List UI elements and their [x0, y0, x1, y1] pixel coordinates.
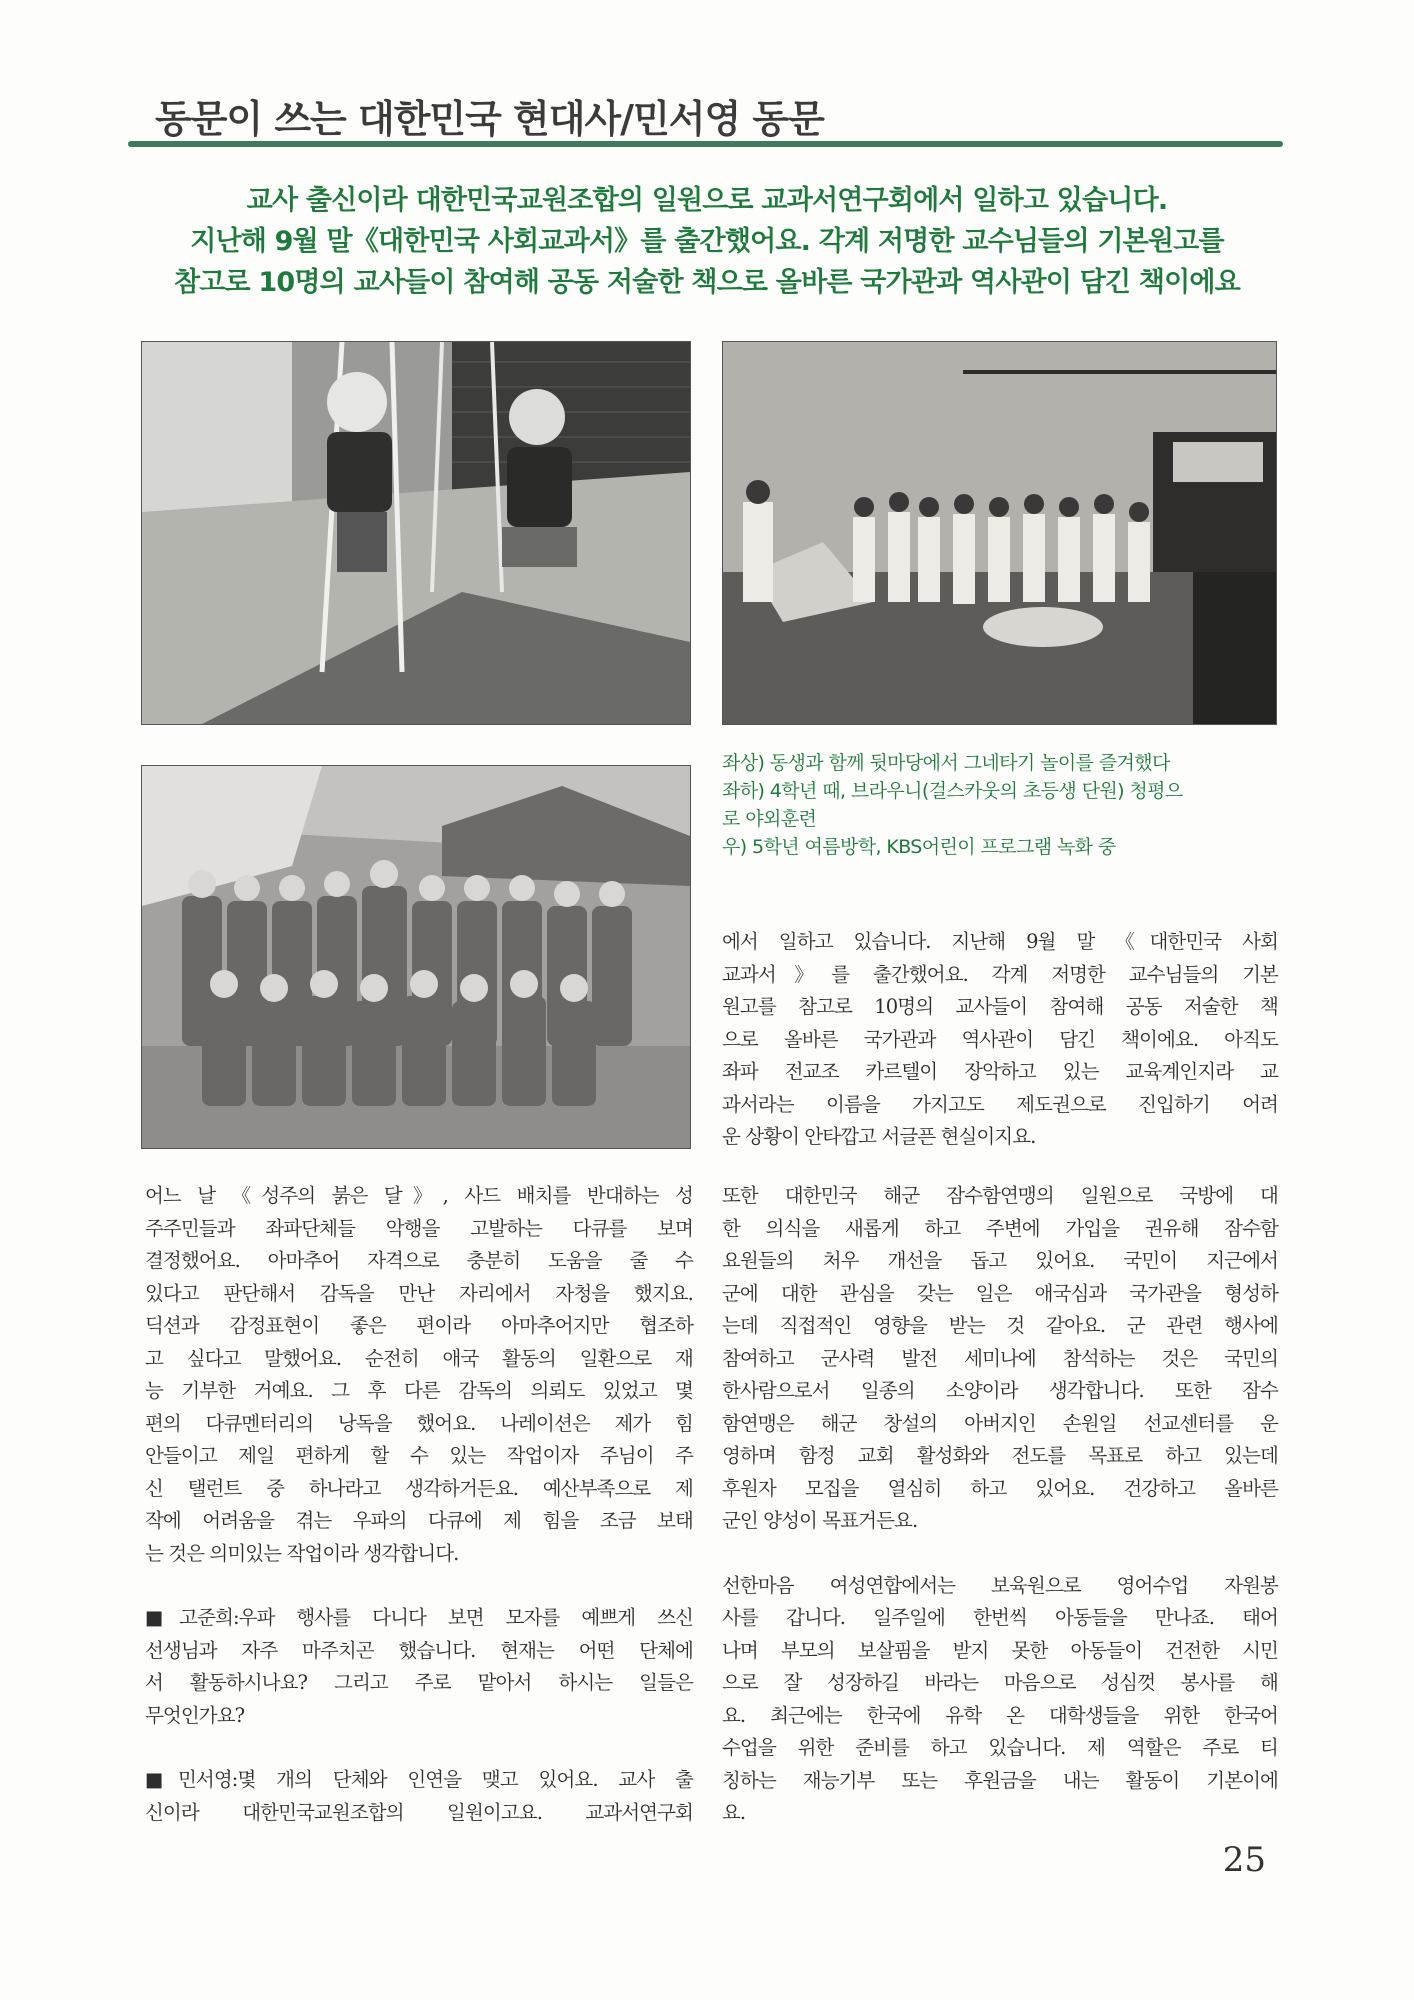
text-line: 한 의식을 새롭게 하고 주변에 가입을 권유해 잠수함: [722, 1216, 1278, 1240]
photo-swing: [141, 341, 691, 725]
photo-studio-image: [723, 342, 1276, 724]
text-line: 어느 날 《성주의 붉은 달》, 사드 배치를 반대하는 성: [145, 1184, 693, 1207]
text-line: 후원자 모집을 열심히 하고 있어요. 건강하고 올바른: [722, 1476, 1278, 1500]
text-line: 함연맹은 해군 창설의 아버지인 손원일 선교센터를 운: [722, 1411, 1278, 1435]
text-line: 딕션과 감정표현이 좋은 편이라 아마추어지만 협조하: [145, 1314, 693, 1337]
text-line: 무엇인가요?: [145, 1703, 245, 1727]
text-line: 수업을 위한 준비를 하고 있습니다. 제 역할은 주로 티: [722, 1736, 1278, 1759]
text-line: 군에 대한 관심을 갖는 일은 애국심과 국가관을 형성하: [722, 1281, 1278, 1305]
text-line: 서 활동하시나요? 그리고 주로 맡아서 하시는 일들은: [145, 1671, 693, 1694]
text-line: 참여하고 군사력 발전 세미나에 참석하는 것은 국민의: [722, 1346, 1278, 1370]
text-line: 선생님과 자주 마주치곤 했습니다. 현재는 어떤 단체에: [145, 1638, 693, 1662]
text-line: 사를 갑니다. 일주일에 한번씩 아동들을 만나죠. 태어: [722, 1606, 1278, 1629]
text-line: 에서 일하고 있습니다. 지난해 9월 말 《대한민국 사회: [722, 930, 1278, 953]
text-line: 편의 다큐멘터리의 낭독을 했어요. 나레이션은 제가 힘: [145, 1411, 693, 1435]
right-top-paragraph: [722, 926, 1278, 1154]
text-line: 또한 대한민국 해군 잠수함연맹의 일원으로 국방에 대: [722, 1184, 1278, 1207]
text-line: 교과서》를 출간했어요. 각계 저명한 교수님들의 기본: [722, 962, 1278, 986]
photo-captions: [722, 749, 1287, 861]
text-line: ■고준희:우파 행사를 다니다 보면 모자를 예쁘게 쓰신: [145, 1606, 693, 1629]
text-line: 있다고 판단해서 감독을 만난 자리에서 자청을 했지요.: [145, 1281, 693, 1305]
photo-brownies: [141, 765, 691, 1149]
intro-line: 참고로 10명의 교사들이 참여해 공동 저술한 책으로 올바른 국가관과 역사관이 담긴 책이에요: [173, 267, 1240, 298]
text-line: 능 기부한 거예요. 그 후 다른 감독의 의뢰도 있었고 몇: [145, 1379, 693, 1402]
intro-line: 지난해 9월 말《대한민국 사회교과서》를 출간했어요. 각계 저명한 교수님들의 기본원고를: [190, 226, 1224, 257]
photo-brownies-image: [142, 766, 690, 1148]
header-rule: [128, 141, 1283, 147]
text-line: 으로 잘 성장하길 바라는 마음으로 성심껏 봉사를 해: [722, 1671, 1278, 1694]
text-line: 과서라는 이름을 가지고도 제도권으로 진입하기 어려: [722, 1092, 1278, 1116]
caption-line: 좌하) 4학년 때, 브라우니(걸스카웃의 초등생 단원) 청평으: [722, 780, 1183, 802]
text-line: 영하며 함정 교회 활성화와 전도를 목표로 하고 있는데: [722, 1444, 1278, 1467]
text-line: 신이라 대한민국교원조합의 일원이고요. 교과서연구회: [145, 1800, 693, 1824]
text-line: 운 상황이 안타깝고 서글픈 현실이지요.: [722, 1125, 1036, 1148]
photo-studio: [722, 341, 1277, 725]
text-line: 작에 어려움을 겪는 우파의 다큐에 제 힘을 조금 보태: [145, 1509, 693, 1532]
caption-line: 로 야외훈련: [722, 808, 817, 830]
text-line: 는데 직접적인 영향을 받는 것 같아요. 군 관련 행사에: [722, 1314, 1278, 1337]
text-line: 으로 올바른 국가관과 역사관이 담긴 책이에요. 아직도: [722, 1027, 1278, 1051]
text-line: 군인 양성이 목표거든요.: [722, 1509, 918, 1532]
photo-swing-image: [142, 342, 690, 724]
intro-line: 교사 출신이라 대한민국교원조합의 일원으로 교과서연구회에서 일하고 있습니다.: [246, 185, 1168, 216]
right-column: [722, 1180, 1278, 1830]
text-line: 주주민들과 좌파단체들 악행을 고발하는 다큐를 보며: [145, 1216, 693, 1240]
text-line: 칭하는 재능기부 또는 후원금을 내는 활동이 기본이에: [722, 1768, 1278, 1792]
text-line: 신 탤런트 중 하나라고 생각하거든요. 예산부족으로 제: [145, 1476, 693, 1500]
text-line: 는 것은 의미있는 작업이라 생각합니다.: [145, 1541, 459, 1565]
page-title: 동문이 쓰는 대한민국 현대사/민서영 동문: [155, 97, 824, 141]
caption-line: 좌상) 동생과 함께 뒷마당에서 그네타기 놀이를 즐겨했다: [722, 752, 1170, 774]
text-line: 나며 부모의 보살핌을 받지 못한 아동들이 건전한 시민: [722, 1638, 1278, 1662]
text-line: ■민서영:몇 개의 단체와 인연을 맺고 있어요. 교사 출: [145, 1768, 693, 1791]
text-line: 선한마음 여성연합에서는 보육원으로 영어수업 자원봉: [722, 1573, 1278, 1597]
text-line: 좌파 전교조 카르텔이 장악하고 있는 교육계인지라 교: [722, 1060, 1278, 1083]
page-number: 25: [1222, 1840, 1266, 1880]
text-line: 요원들의 처우 개선을 돕고 있어요. 국민이 지근에서: [722, 1249, 1278, 1272]
text-line: 안들이고 제일 편하게 할 수 있는 작업이자 주님이 주: [145, 1444, 693, 1467]
text-line: 요. 최근에는 한국에 유학 온 대학생들을 위한 한국어: [722, 1703, 1278, 1727]
text-line: 요.: [722, 1801, 746, 1824]
text-line: 원고를 참고로 10명의 교사들이 참여해 공동 저술한 책: [722, 995, 1278, 1018]
text-line: 한사람으로서 일종의 소양이라 생각합니다. 또한 잠수: [722, 1379, 1278, 1402]
left-column: [145, 1180, 693, 1829]
intro-text: [100, 180, 1314, 303]
text-line: 결정했어요. 아마추어 자격으로 충분히 도움을 줄 수: [145, 1249, 693, 1272]
text-line: 고 싶다고 말했어요. 순전히 애국 활동의 일환으로 재: [145, 1346, 693, 1370]
caption-line: 우) 5학년 여름방학, KBS어린이 프로그램 녹화 중: [722, 836, 1116, 858]
